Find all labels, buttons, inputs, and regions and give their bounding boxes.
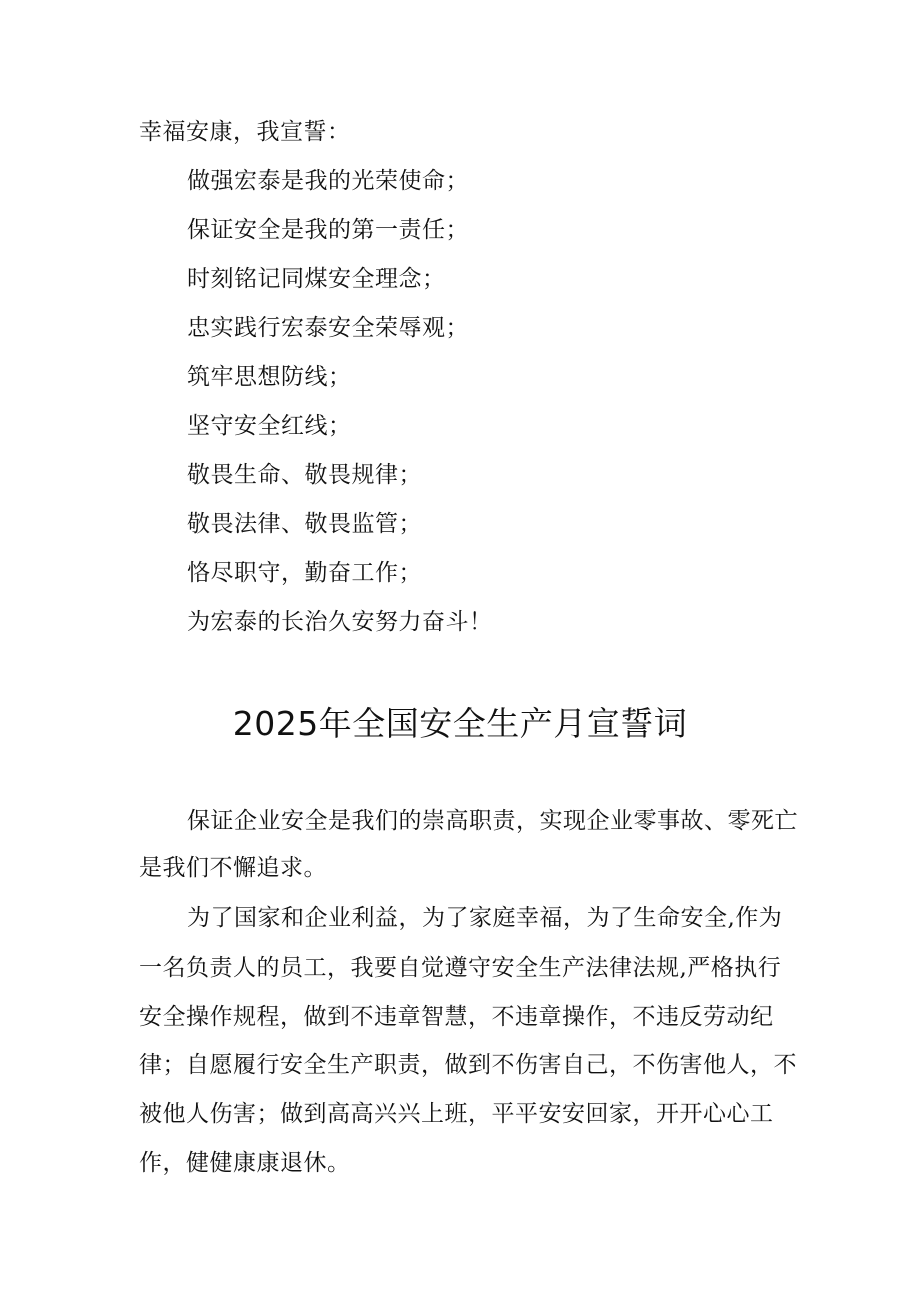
oath-line-9: 恪尽职守，勤奋工作； — [187, 560, 422, 586]
oath-line-2: 保证安全是我的第一责任； — [187, 217, 469, 243]
oath-line-4: 忠实践行宏泰安全荣辱观； — [187, 315, 469, 341]
oath-line-7: 敬畏生命、敬畏规律； — [187, 462, 422, 488]
oath-line-5: 筑牢思想防线； — [187, 364, 352, 390]
oath-line-3: 时刻铭记同煤安全理念； — [187, 266, 446, 292]
lead-line: 幸福安康，我宣誓： — [139, 119, 351, 145]
paragraph-1-line-1: 保证企业安全是我们的崇高职责，实现企业零事故、零死亡 — [187, 808, 798, 834]
paragraph-1-line-2: 是我们不懈追求。 — [139, 855, 327, 881]
paragraph-2-line-6: 作，健健康康退休。 — [139, 1150, 351, 1176]
paragraph-2-line-5: 被他人伤害；做到高高兴兴上班，平平安安回家，开开心心工 — [139, 1101, 774, 1127]
oath-line-1: 做强宏泰是我的光荣使命； — [187, 168, 469, 194]
section-title: 2025年全国安全生产月宣誓词 — [232, 704, 688, 743]
paragraph-2-line-4: 律；自愿履行安全生产职责，做到不伤害自己，不伤害他人，不 — [139, 1052, 797, 1078]
oath-line-6: 坚守安全红线； — [187, 413, 352, 439]
oath-line-10: 为宏泰的长治久安努力奋斗！ — [187, 609, 493, 635]
paragraph-2-line-3: 安全操作规程，做到不违章智慧，不违章操作，不违反劳动纪 — [139, 1004, 774, 1030]
paragraph-2-line-2: 一名负责人的员工，我要自觉遵守安全生产法律法规,严格执行 — [139, 955, 782, 981]
paragraph-2-line-1: 为了国家和企业利益，为了家庭幸福，为了生命安全,作为 — [187, 905, 783, 931]
oath-line-8: 敬畏法律、敬畏监管； — [187, 511, 422, 537]
